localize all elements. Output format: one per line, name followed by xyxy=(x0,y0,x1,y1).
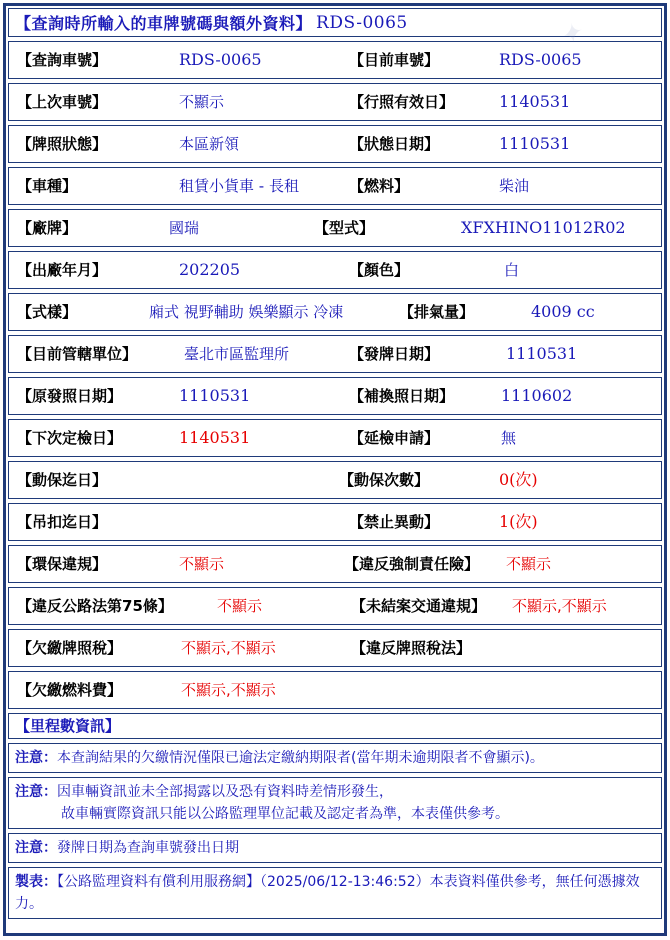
field-value: 不顯示,不顯示 xyxy=(512,597,607,615)
field-value: 柴油 xyxy=(499,177,530,195)
title-text: 【查詢時所輸入的車牌號碼與額外資料】 xyxy=(15,14,313,33)
info-row xyxy=(8,629,662,667)
field-value: 1110531 xyxy=(179,386,251,405)
report-title xyxy=(8,8,662,37)
info-row xyxy=(8,587,662,625)
info-row xyxy=(8,335,662,373)
info-row xyxy=(8,671,662,709)
field-value: 不顯示,不顯示 xyxy=(181,639,276,657)
field-label: 【查詢車號】 xyxy=(17,51,108,69)
note-item xyxy=(8,777,662,829)
field-label: 【吊扣迄日】 xyxy=(17,513,108,531)
field-label: 【動保次數】 xyxy=(339,471,430,489)
note-text: 因車輛資訊並未全部揭露以及恐有資料時差情形發生， xyxy=(57,784,393,800)
field-label: 【延檢申請】 xyxy=(349,429,440,447)
note-text: 發牌日期為查詢車號發出日期 xyxy=(57,840,239,856)
field-label: 【排氣量】 xyxy=(399,303,475,321)
field-value: 無 xyxy=(501,429,517,447)
footer-note xyxy=(8,867,662,919)
field-label: 【發牌日期】 xyxy=(349,345,440,363)
field-label: 【式樣】 xyxy=(17,303,78,321)
mileage-section: 【里程數資訊】 xyxy=(8,713,662,739)
field-label: 【顏色】 xyxy=(349,261,410,279)
title-plate: RDS-0065 xyxy=(316,12,408,33)
field-label: 【環保違規】 xyxy=(17,555,108,573)
info-row xyxy=(8,545,662,583)
field-value: RDS-0065 xyxy=(179,50,262,69)
vehicle-info-rows xyxy=(8,41,662,709)
field-label: 【燃料】 xyxy=(349,177,410,195)
field-label: 【欠繳牌照稅】 xyxy=(17,639,123,657)
field-value: 臺北市區監理所 xyxy=(184,345,290,363)
info-row xyxy=(8,293,662,331)
field-value: 不顯示 xyxy=(179,555,225,573)
footer-label: 製表： xyxy=(15,874,57,890)
note-label: 注意： xyxy=(15,750,57,766)
note-label: 注意： xyxy=(15,784,57,800)
info-row xyxy=(8,125,662,163)
field-label: 【動保迄日】 xyxy=(17,471,108,489)
field-label: 【上次車號】 xyxy=(17,93,108,111)
note-item xyxy=(8,833,662,863)
field-label: 【禁止異動】 xyxy=(349,513,440,531)
field-label: 【廠牌】 xyxy=(17,219,78,237)
field-label: 【補換照日期】 xyxy=(349,387,455,405)
field-value: 1110602 xyxy=(501,386,573,405)
field-value: 本區新領 xyxy=(179,135,240,153)
field-value: 不顯示 xyxy=(217,597,263,615)
field-value: 1110531 xyxy=(499,134,571,153)
field-value: 國瑞 xyxy=(169,219,200,237)
field-value: 不顯示 xyxy=(179,93,225,111)
field-label: 【車種】 xyxy=(17,177,78,195)
report-frame xyxy=(3,3,667,936)
notes-section xyxy=(8,743,662,863)
field-value: 0(次) xyxy=(499,470,538,489)
field-label: 【目前管轄單位】 xyxy=(17,345,138,363)
field-label: 【欠繳燃料費】 xyxy=(17,681,123,699)
info-row xyxy=(8,377,662,415)
field-label: 【出廠年月】 xyxy=(17,261,108,279)
field-value: 不顯示 xyxy=(506,555,552,573)
note-text: 故車輛實際資訊只能以公路監理單位記載及認定者為準，本表僅供參考。 xyxy=(61,806,509,822)
field-label: 【違反牌照稅法】 xyxy=(351,639,472,657)
field-value: 1110531 xyxy=(506,344,578,363)
field-value: 202205 xyxy=(179,260,241,279)
field-value: 廂式 視野輔助 娛樂顯示 冷凍 xyxy=(149,303,344,321)
field-label: 【行照有效日】 xyxy=(349,93,455,111)
field-label: 【牌照狀態】 xyxy=(17,135,108,153)
info-row xyxy=(8,83,662,121)
info-row xyxy=(8,251,662,289)
field-value: 4009 cc xyxy=(531,302,595,321)
footer-text: 【公路監理資料有償利用服務網】（2025/06/12-13:46:52）本表資料僅供參考，無任何憑據效力。 xyxy=(15,874,640,912)
field-label: 【狀態日期】 xyxy=(349,135,440,153)
note-text: 本查詢結果的欠繳情況僅限已逾法定繳納期限者(當年期未逾期限者不會顯示)。 xyxy=(57,750,544,766)
field-value: XFXHINO11012R02 xyxy=(461,218,626,237)
note-label: 注意： xyxy=(15,840,57,856)
field-label: 【下次定檢日】 xyxy=(17,429,123,447)
field-label: 【型式】 xyxy=(314,219,375,237)
info-row xyxy=(8,209,662,247)
field-value: 1140531 xyxy=(499,92,571,111)
info-row xyxy=(8,503,662,541)
info-row xyxy=(8,419,662,457)
info-row xyxy=(8,167,662,205)
info-row xyxy=(8,41,662,79)
field-label: 【目前車號】 xyxy=(349,51,440,69)
field-value: 1140531 xyxy=(179,428,251,447)
field-label: 【違反公路法第75條】 xyxy=(17,597,173,615)
info-row xyxy=(8,461,662,499)
field-value: RDS-0065 xyxy=(499,50,582,69)
field-label: 【原發照日期】 xyxy=(17,387,123,405)
field-label: 【違反強制責任險】 xyxy=(344,555,480,573)
field-value: 不顯示,不顯示 xyxy=(181,681,276,699)
note-item xyxy=(8,743,662,773)
field-value: 白 xyxy=(504,261,520,279)
field-value: 租賃小貨車 - 長租 xyxy=(179,177,299,195)
field-label: 【未結案交通違規】 xyxy=(351,597,487,615)
field-value: 1(次) xyxy=(499,512,538,531)
